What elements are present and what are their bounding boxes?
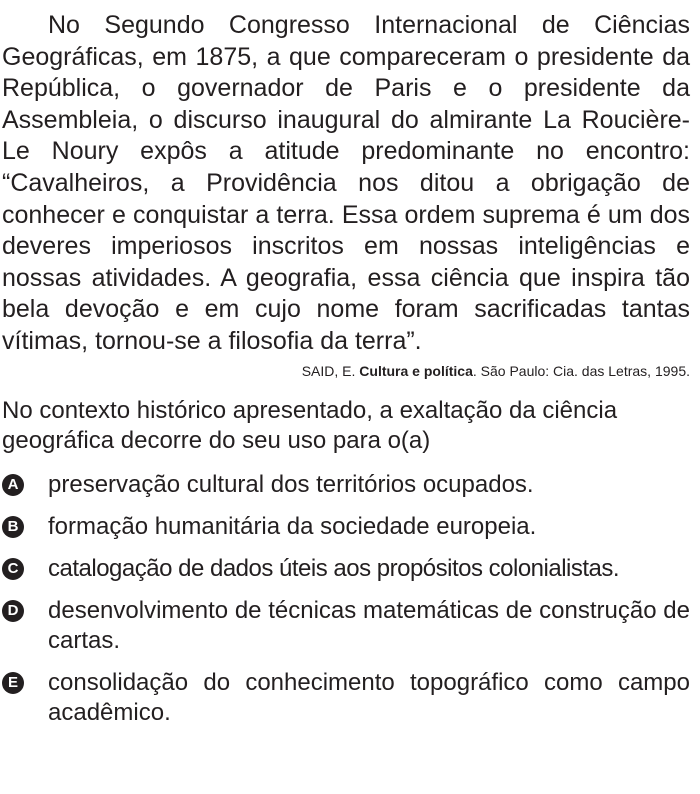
question-page [0, 10, 700, 794]
option-b-text: formação humanitária da sociedade europeia. [48, 512, 537, 540]
answer-options [2, 470, 690, 728]
option-b-badge: B [2, 516, 24, 538]
option-a-text: preservação cultural dos territórios ocupados. [48, 470, 534, 498]
option-c-text: catalogação de dados úteis aos propósitos colonialistas. [48, 554, 620, 582]
option-e-text: consolidação do conhecimento topográfico como campo acadêmico. [48, 668, 690, 726]
option-e[interactable] [2, 668, 690, 728]
question-stem: No contexto histórico apresentado, a exaltação da ciência geográfica decorre do seu uso para o(a) [2, 396, 618, 454]
option-c-badge: C [2, 558, 24, 580]
option-d-badge: D [2, 600, 24, 622]
citation-publisher: . São Paulo: Cia. das Letras, 1995. [472, 362, 690, 379]
option-c[interactable] [2, 554, 690, 584]
citation-author: SAID, E. [301, 362, 360, 379]
citation [2, 362, 690, 380]
option-d-text: desenvolvimento de técnicas matemáticas de construção de cartas. [48, 596, 690, 654]
option-b[interactable] [2, 512, 690, 542]
option-d[interactable] [2, 596, 690, 656]
option-e-badge: E [2, 672, 24, 694]
option-a-badge: A [2, 474, 24, 496]
citation-title: Cultura e política [359, 362, 473, 379]
option-a[interactable] [2, 470, 690, 500]
passage-text: No Segundo Congresso Internacional de Ciências Geográficas, em 1875, a que compareceram o presidente da República, o governador de Paris e o presidente da Assembleia, o discurso inaugural do almirante La Roucière-Le Noury expôs a atitude predominante no encontro: “Cavalheiros, a Providência nos ditou a obrigação de conhecer e conquistar a terra. Essa ordem suprema é um dos deveres imperiosos inscritos em nossas inteligências e nossas atividades. A geografia, essa ciência que inspira tão bela devoção e em cujo nome foram sacrificadas tantas vítimas, tornou-se a filosofia da terra”. [2, 11, 690, 355]
